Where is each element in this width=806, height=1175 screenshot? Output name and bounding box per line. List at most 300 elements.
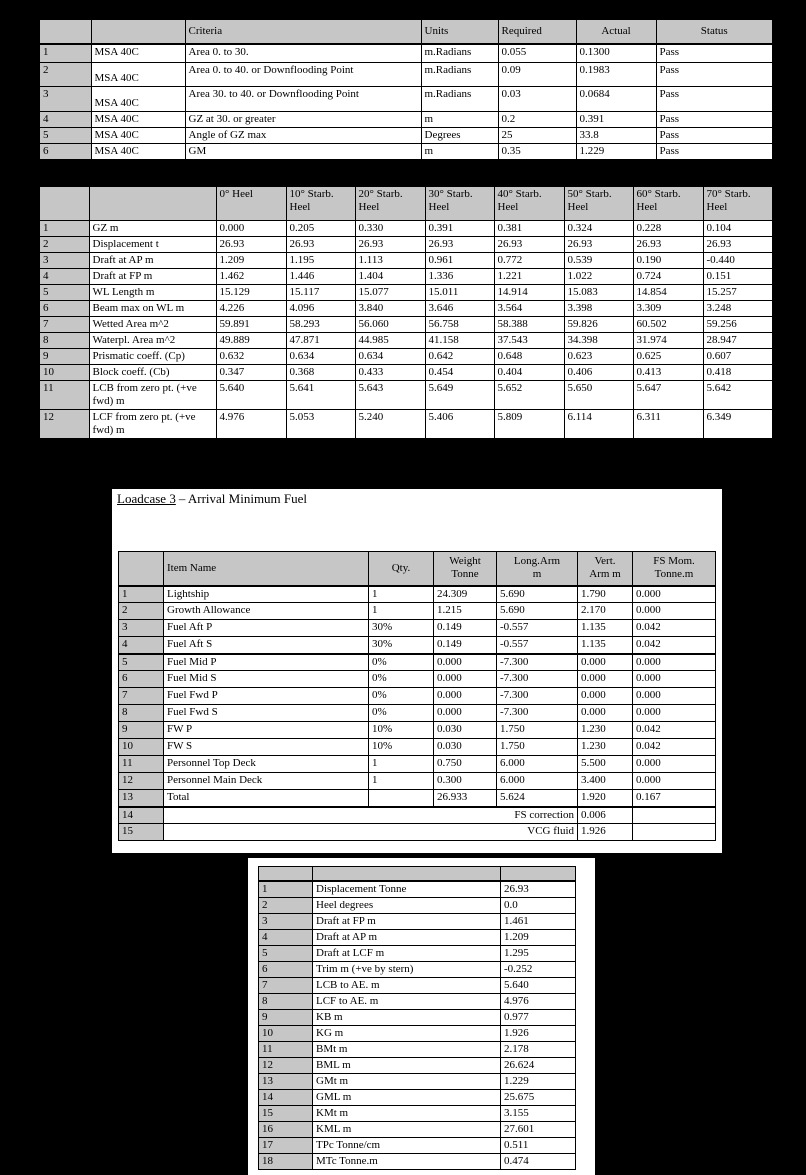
heel-value-cell: 6.114 <box>564 409 633 439</box>
heel-value-cell: 14.914 <box>494 284 564 300</box>
fs-mom-cell: 0.000 <box>633 586 716 603</box>
criteria-status-cell: Pass <box>656 86 773 111</box>
qty-cell: 0% <box>369 705 434 722</box>
heel-value-cell: 14.854 <box>633 284 703 300</box>
row-number-cell: 6 <box>39 143 91 160</box>
hydro-label-cell: KMt m <box>313 1105 501 1121</box>
criteria-row <box>39 86 773 111</box>
criteria-required-cell: 25 <box>498 127 576 143</box>
row-number-cell: 4 <box>259 929 313 945</box>
hydro-value-cell: 0.474 <box>501 1153 576 1169</box>
heel-value-cell: 0.104 <box>703 220 773 236</box>
heel-value-cell: 1.195 <box>286 252 355 268</box>
heel-row-label-cell: Wetted Area m^2 <box>89 316 216 332</box>
hydro-row <box>259 1089 576 1105</box>
heel-value-cell: 0.648 <box>494 348 564 364</box>
row-number-cell: 1 <box>259 881 313 898</box>
vert-arm-cell: 1.230 <box>578 722 633 739</box>
fs-mom-cell: 0.000 <box>633 688 716 705</box>
criteria-actual-cell: 0.1300 <box>576 44 656 62</box>
hydro-row <box>259 977 576 993</box>
loadcase-row <box>119 756 716 773</box>
fs-mom-cell: 0.167 <box>633 790 716 807</box>
row-number-cell: 17 <box>259 1137 313 1153</box>
criteria-name-cell: Area 0. to 40. or Downflooding Point <box>185 62 421 86</box>
row-number-cell: 14 <box>119 807 164 824</box>
heel-value-cell: 31.974 <box>633 332 703 348</box>
hydro-row <box>259 1057 576 1073</box>
hydro-label-cell: BML m <box>313 1057 501 1073</box>
corner-cell <box>39 19 91 44</box>
loadcase-title-suffix: – Arrival Minimum Fuel <box>178 491 308 506</box>
heel-value-cell: 5.649 <box>425 380 494 409</box>
long-arm-cell: -7.300 <box>497 654 578 671</box>
loadcase-table <box>118 551 716 841</box>
corner-cell <box>119 552 164 586</box>
heel-value-cell: 15.257 <box>703 284 773 300</box>
heel-value-cell: 1.336 <box>425 268 494 284</box>
item-name-cell: Fuel Aft S <box>164 637 369 654</box>
long-arm-cell: 5.624 <box>497 790 578 807</box>
vert-arm-cell: 2.170 <box>578 603 633 620</box>
weight-cell: 1.215 <box>434 603 497 620</box>
heel-value-cell: 0.000 <box>216 220 286 236</box>
qty-cell: 1 <box>369 586 434 603</box>
hydro-row <box>259 1105 576 1121</box>
hydro-value-cell: -0.252 <box>501 961 576 977</box>
row-number-cell: 3 <box>259 913 313 929</box>
hydro-row <box>259 881 576 898</box>
vert-arm-cell: 0.000 <box>578 671 633 688</box>
hydro-row <box>259 1121 576 1137</box>
heel-value-cell: 15.077 <box>355 284 425 300</box>
heel-value-cell: 26.93 <box>633 236 703 252</box>
corner-cell <box>39 186 89 220</box>
heel-value-cell: 5.809 <box>494 409 564 439</box>
heel-value-cell: 0.228 <box>633 220 703 236</box>
hydro-value-cell: 2.178 <box>501 1041 576 1057</box>
column-header-heel-10: 10° Starb. Heel <box>286 186 355 220</box>
fs-mom-cell: 0.000 <box>633 756 716 773</box>
heel-value-cell: 0.724 <box>633 268 703 284</box>
heel-value-cell: 0.406 <box>564 364 633 380</box>
vcg-fluid-value-cell: 1.926 <box>578 824 633 841</box>
hydro-row <box>259 1137 576 1153</box>
row-number-cell: 16 <box>259 1121 313 1137</box>
heel-value-cell: 59.826 <box>564 316 633 332</box>
hydro-label-cell: LCF to AE. m <box>313 993 501 1009</box>
hydro-value-cell: 0.977 <box>501 1009 576 1025</box>
row-number-cell: 4 <box>39 111 91 127</box>
hydro-value-cell: 5.640 <box>501 977 576 993</box>
vert-arm-cell: 3.400 <box>578 773 633 790</box>
loadcase-row <box>119 739 716 756</box>
corner-cell <box>259 867 313 881</box>
long-arm-cell: -7.300 <box>497 705 578 722</box>
criteria-row <box>39 111 773 127</box>
heel-row-label-cell: Displacement t <box>89 236 216 252</box>
row-number-cell: 12 <box>119 773 164 790</box>
vert-arm-cell: 0.000 <box>578 654 633 671</box>
row-number-cell: 3 <box>39 252 89 268</box>
hydro-label-cell: LCB to AE. m <box>313 977 501 993</box>
column-header-weight: Weight Tonne <box>434 552 497 586</box>
row-number-cell: 11 <box>119 756 164 773</box>
vcg-fluid-label-cell: VCG fluid <box>164 824 578 841</box>
heel-value-cell: 0.623 <box>564 348 633 364</box>
heel-row <box>39 316 773 332</box>
criteria-code-cell: MSA 40C <box>91 44 185 62</box>
item-name-cell: Fuel Fwd S <box>164 705 369 722</box>
weight-cell: 0.300 <box>434 773 497 790</box>
hydro-value-cell: 1.926 <box>501 1025 576 1041</box>
vert-arm-cell: 1.790 <box>578 586 633 603</box>
criteria-code-cell: MSA 40C <box>91 127 185 143</box>
criteria-code-cell: MSA 40C <box>91 143 185 160</box>
hydro-value-cell: 4.976 <box>501 993 576 1009</box>
fs-mom-cell: 0.000 <box>633 705 716 722</box>
heel-value-cell: 15.129 <box>216 284 286 300</box>
heel-row <box>39 268 773 284</box>
criteria-code-cell: MSA 40C <box>91 62 185 86</box>
heel-value-cell: 1.209 <box>216 252 286 268</box>
item-name-cell: FW S <box>164 739 369 756</box>
column-header-heel-0: 0° Heel <box>216 186 286 220</box>
hydro-label-cell: GML m <box>313 1089 501 1105</box>
row-number-cell: 15 <box>259 1105 313 1121</box>
heel-value-cell: 15.117 <box>286 284 355 300</box>
row-number-cell: 12 <box>39 409 89 439</box>
loadcase-summary-row <box>119 807 716 824</box>
vert-arm-cell: 1.230 <box>578 739 633 756</box>
fs-mom-cell: 0.000 <box>633 603 716 620</box>
column-header-heel-20: 20° Starb. Heel <box>355 186 425 220</box>
hydro-value-cell: 1.295 <box>501 945 576 961</box>
criteria-row <box>39 127 773 143</box>
loadcase-row <box>119 722 716 739</box>
criteria-units-cell: m.Radians <box>421 44 498 62</box>
long-arm-cell: -7.300 <box>497 671 578 688</box>
row-number-cell: 2 <box>119 603 164 620</box>
heel-value-cell: 0.404 <box>494 364 564 380</box>
hydro-row <box>259 1025 576 1041</box>
heel-value-cell: 5.640 <box>216 380 286 409</box>
heel-value-cell: 0.413 <box>633 364 703 380</box>
heel-value-cell: 15.083 <box>564 284 633 300</box>
qty-cell: 30% <box>369 620 434 637</box>
vert-arm-cell: 1.135 <box>578 620 633 637</box>
long-arm-cell: 6.000 <box>497 756 578 773</box>
item-name-cell: Fuel Mid S <box>164 671 369 688</box>
heel-row-label-cell: WL Length m <box>89 284 216 300</box>
criteria-name-cell: GM <box>185 143 421 160</box>
fs-mom-cell: 0.042 <box>633 620 716 637</box>
heel-value-cell: 1.446 <box>286 268 355 284</box>
empty-header-cell <box>501 867 576 881</box>
heel-value-cell: 56.758 <box>425 316 494 332</box>
row-number-cell: 11 <box>39 380 89 409</box>
heel-value-cell: 15.011 <box>425 284 494 300</box>
row-number-cell: 7 <box>119 688 164 705</box>
criteria-name-cell: GZ at 30. or greater <box>185 111 421 127</box>
row-number-cell: 9 <box>259 1009 313 1025</box>
hydro-row <box>259 1073 576 1089</box>
qty-cell <box>369 790 434 807</box>
hydro-label-cell: BMt m <box>313 1041 501 1057</box>
criteria-required-cell: 0.03 <box>498 86 576 111</box>
heel-value-cell: -0.440 <box>703 252 773 268</box>
hydro-row <box>259 929 576 945</box>
loadcase-row <box>119 637 716 654</box>
hydro-value-cell: 27.601 <box>501 1121 576 1137</box>
criteria-row <box>39 62 773 86</box>
hydro-row <box>259 945 576 961</box>
corner-cell <box>91 19 185 44</box>
heel-value-cell: 26.93 <box>355 236 425 252</box>
heel-value-cell: 41.158 <box>425 332 494 348</box>
qty-cell: 30% <box>369 637 434 654</box>
heel-value-cell: 1.221 <box>494 268 564 284</box>
heel-value-cell: 0.330 <box>355 220 425 236</box>
heel-value-cell: 5.641 <box>286 380 355 409</box>
heel-value-cell: 1.404 <box>355 268 425 284</box>
item-name-cell: Fuel Fwd P <box>164 688 369 705</box>
column-header-heel-40: 40° Starb. Heel <box>494 186 564 220</box>
weight-cell: 24.309 <box>434 586 497 603</box>
qty-cell: 1 <box>369 603 434 620</box>
criteria-row <box>39 44 773 62</box>
criteria-status-cell: Pass <box>656 111 773 127</box>
heel-row <box>39 252 773 268</box>
row-number-cell: 3 <box>39 86 91 111</box>
criteria-units-cell: Degrees <box>421 127 498 143</box>
criteria-units-cell: m.Radians <box>421 86 498 111</box>
long-arm-cell: 5.690 <box>497 603 578 620</box>
heel-value-cell: 5.406 <box>425 409 494 439</box>
hydro-row <box>259 993 576 1009</box>
weight-cell: 0.750 <box>434 756 497 773</box>
vert-arm-cell: 0.000 <box>578 688 633 705</box>
row-number-cell: 2 <box>39 62 91 86</box>
fs-mom-cell: 0.000 <box>633 654 716 671</box>
heel-row-label-cell: Draft at AP m <box>89 252 216 268</box>
heel-value-cell: 0.190 <box>633 252 703 268</box>
heel-value-cell: 26.93 <box>286 236 355 252</box>
row-number-cell: 9 <box>39 348 89 364</box>
criteria-units-cell: m.Radians <box>421 62 498 86</box>
heel-value-cell: 0.347 <box>216 364 286 380</box>
stability-criteria-table <box>38 18 774 161</box>
row-number-cell: 9 <box>119 722 164 739</box>
vert-arm-cell: 1.920 <box>578 790 633 807</box>
criteria-actual-cell: 0.391 <box>576 111 656 127</box>
hydro-row <box>259 1041 576 1057</box>
weight-cell: 0.000 <box>434 705 497 722</box>
hydro-label-cell: Trim m (+ve by stern) <box>313 961 501 977</box>
fs-mom-cell: 0.000 <box>633 773 716 790</box>
column-header-long-arm: Long.Arm m <box>497 552 578 586</box>
loadcase-row <box>119 773 716 790</box>
heel-value-cell: 5.642 <box>703 380 773 409</box>
column-header-status: Status <box>656 19 773 44</box>
heel-row <box>39 236 773 252</box>
heel-value-cell: 3.398 <box>564 300 633 316</box>
item-name-cell: FW P <box>164 722 369 739</box>
heel-row-label-cell: GZ m <box>89 220 216 236</box>
hydro-value-cell: 3.155 <box>501 1105 576 1121</box>
column-header-qty: Qty. <box>369 552 434 586</box>
heel-value-cell: 5.240 <box>355 409 425 439</box>
heel-value-cell: 47.871 <box>286 332 355 348</box>
row-number-cell: 15 <box>119 824 164 841</box>
hydrostatics-summary-section <box>248 858 595 1175</box>
heel-row-label-cell: Beam max on WL m <box>89 300 216 316</box>
heel-row-label-cell: LCF from zero pt. (+ve fwd) m <box>89 409 216 439</box>
row-number-cell: 5 <box>39 127 91 143</box>
weight-cell: 0.000 <box>434 688 497 705</box>
row-number-cell: 13 <box>119 790 164 807</box>
heel-value-cell: 0.625 <box>633 348 703 364</box>
item-name-cell: Personnel Main Deck <box>164 773 369 790</box>
row-number-cell: 18 <box>259 1153 313 1169</box>
loadcase-section <box>112 489 722 853</box>
heel-value-cell: 26.93 <box>425 236 494 252</box>
column-header-actual: Actual <box>576 19 656 44</box>
heel-row <box>39 364 773 380</box>
item-name-cell: Lightship <box>164 586 369 603</box>
row-number-cell: 7 <box>259 977 313 993</box>
criteria-units-cell: m <box>421 111 498 127</box>
heel-row-label-cell: Draft at FP m <box>89 268 216 284</box>
heel-value-cell: 56.060 <box>355 316 425 332</box>
qty-cell: 1 <box>369 773 434 790</box>
fs-mom-cell: 0.000 <box>633 671 716 688</box>
hydro-label-cell: TPc Tonne/cm <box>313 1137 501 1153</box>
heel-row <box>39 220 773 236</box>
weight-cell: 0.030 <box>434 739 497 756</box>
empty-cell <box>633 824 716 841</box>
loadcase-row <box>119 705 716 722</box>
heel-value-cell: 3.248 <box>703 300 773 316</box>
row-number-cell: 6 <box>259 961 313 977</box>
qty-cell: 10% <box>369 739 434 756</box>
fs-correction-value-cell: 0.006 <box>578 807 633 824</box>
item-name-cell: Total <box>164 790 369 807</box>
heel-value-cell: 26.93 <box>216 236 286 252</box>
qty-cell: 0% <box>369 671 434 688</box>
heel-value-cell: 4.096 <box>286 300 355 316</box>
column-header-heel-50: 50° Starb. Heel <box>564 186 633 220</box>
loadcase-row <box>119 688 716 705</box>
heel-value-cell: 6.349 <box>703 409 773 439</box>
heel-value-cell: 5.652 <box>494 380 564 409</box>
long-arm-cell: -0.557 <box>497 637 578 654</box>
hydro-row <box>259 961 576 977</box>
heel-value-cell: 0.642 <box>425 348 494 364</box>
loadcase-row <box>119 654 716 671</box>
fs-mom-cell: 0.042 <box>633 722 716 739</box>
criteria-required-cell: 0.09 <box>498 62 576 86</box>
long-arm-cell: 1.750 <box>497 739 578 756</box>
hydro-value-cell: 0.511 <box>501 1137 576 1153</box>
heel-value-cell: 44.985 <box>355 332 425 348</box>
row-number-cell: 13 <box>259 1073 313 1089</box>
row-number-cell: 12 <box>259 1057 313 1073</box>
heel-value-cell: 5.650 <box>564 380 633 409</box>
qty-cell: 10% <box>369 722 434 739</box>
hydro-value-cell: 1.209 <box>501 929 576 945</box>
heel-value-cell: 26.93 <box>494 236 564 252</box>
criteria-required-cell: 0.35 <box>498 143 576 160</box>
heel-value-cell: 0.381 <box>494 220 564 236</box>
hydro-value-cell: 25.675 <box>501 1089 576 1105</box>
row-number-cell: 3 <box>119 620 164 637</box>
heel-row-label-cell: Prismatic coeff. (Cp) <box>89 348 216 364</box>
qty-cell: 0% <box>369 688 434 705</box>
criteria-actual-cell: 0.1983 <box>576 62 656 86</box>
heel-value-cell: 3.309 <box>633 300 703 316</box>
row-number-cell: 1 <box>119 586 164 603</box>
empty-cell <box>633 807 716 824</box>
heel-row-label-cell: Block coeff. (Cb) <box>89 364 216 380</box>
heel-value-cell: 0.454 <box>425 364 494 380</box>
row-number-cell: 2 <box>39 236 89 252</box>
hydro-row <box>259 1009 576 1025</box>
vert-arm-cell: 0.000 <box>578 705 633 722</box>
heel-value-cell: 0.151 <box>703 268 773 284</box>
criteria-name-cell: Area 0. to 30. <box>185 44 421 62</box>
criteria-actual-cell: 1.229 <box>576 143 656 160</box>
weight-cell: 0.149 <box>434 637 497 654</box>
hydro-value-cell: 26.624 <box>501 1057 576 1073</box>
fs-mom-cell: 0.042 <box>633 637 716 654</box>
criteria-row <box>39 143 773 160</box>
row-number-cell: 8 <box>39 332 89 348</box>
heel-value-cell: 0.324 <box>564 220 633 236</box>
heel-value-cell: 37.543 <box>494 332 564 348</box>
heel-value-cell: 59.256 <box>703 316 773 332</box>
row-number-cell: 8 <box>259 993 313 1009</box>
loadcase-row <box>119 620 716 637</box>
hydro-value-cell: 1.229 <box>501 1073 576 1089</box>
hydro-label-cell: KB m <box>313 1009 501 1025</box>
heel-value-cell: 3.840 <box>355 300 425 316</box>
hydro-value-cell: 1.461 <box>501 913 576 929</box>
column-header-heel-30: 30° Starb. Heel <box>425 186 494 220</box>
heel-value-cell: 0.961 <box>425 252 494 268</box>
heel-value-cell: 5.647 <box>633 380 703 409</box>
heel-value-cell: 58.388 <box>494 316 564 332</box>
heel-value-cell: 28.947 <box>703 332 773 348</box>
row-number-cell: 10 <box>259 1025 313 1041</box>
weight-cell: 0.000 <box>434 671 497 688</box>
hydro-label-cell: Draft at FP m <box>313 913 501 929</box>
column-header-required: Required <box>498 19 576 44</box>
hydro-value-cell: 0.0 <box>501 897 576 913</box>
criteria-status-cell: Pass <box>656 44 773 62</box>
heel-value-cell: 1.113 <box>355 252 425 268</box>
hydro-label-cell: GMt m <box>313 1073 501 1089</box>
criteria-name-cell: Area 30. to 40. or Downflooding Point <box>185 86 421 111</box>
row-number-cell: 6 <box>39 300 89 316</box>
column-header-fs-mom: FS Mom. Tonne.m <box>633 552 716 586</box>
column-header-criteria: Criteria <box>185 19 421 44</box>
heel-value-cell: 3.646 <box>425 300 494 316</box>
long-arm-cell: -0.557 <box>497 620 578 637</box>
heel-value-cell: 5.053 <box>286 409 355 439</box>
column-header-item-name: Item Name <box>164 552 369 586</box>
row-number-cell: 7 <box>39 316 89 332</box>
